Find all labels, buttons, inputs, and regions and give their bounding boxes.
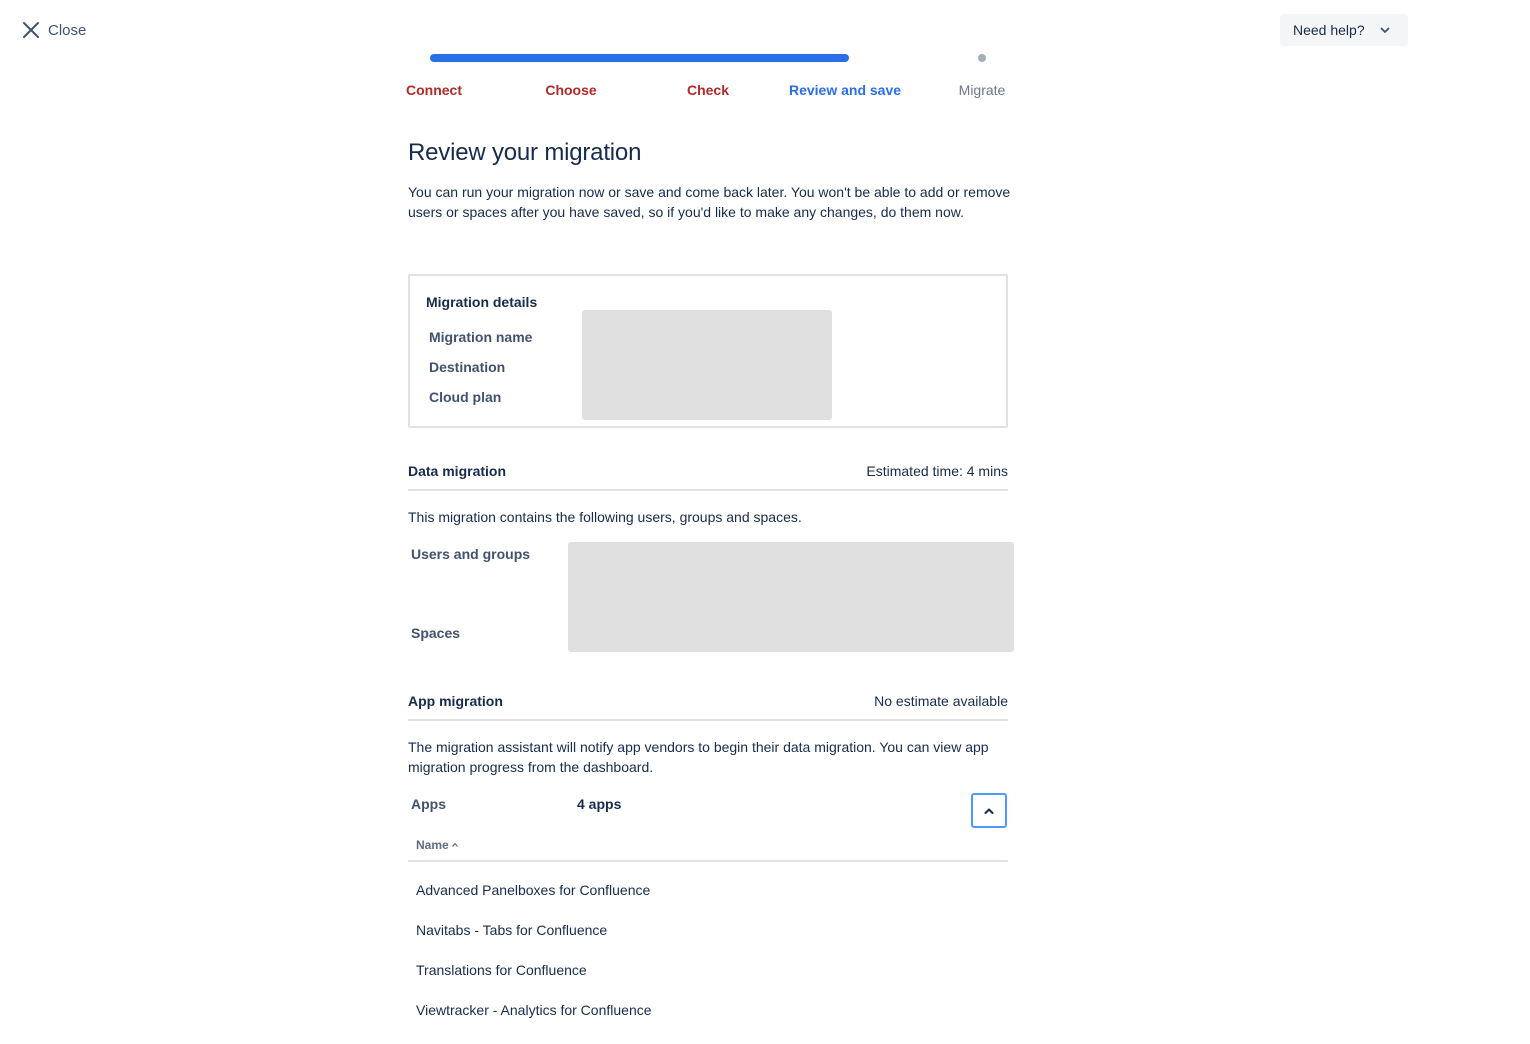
collapse-apps-button[interactable]	[971, 793, 1007, 828]
table-row: Viewtracker - Analytics for Confluence	[416, 1002, 652, 1018]
page-title: Review your migration	[408, 139, 642, 166]
redacted-details-values	[582, 310, 832, 420]
table-row: Translations for Confluence	[416, 962, 587, 978]
migration-name-label: Migration name	[429, 329, 533, 345]
spaces-label: Spaces	[411, 625, 461, 641]
apps-count: 4 apps	[577, 796, 622, 812]
destination-label: Destination	[429, 359, 506, 375]
step-connect: Connect	[406, 82, 462, 98]
column-header-name-label: Name	[416, 838, 449, 852]
close-label: Close	[48, 21, 87, 39]
divider	[408, 489, 1008, 491]
apps-label: Apps	[411, 796, 446, 812]
data-migration-description: This migration contains the following users, groups and spaces.	[408, 509, 802, 525]
step-choose: Choose	[545, 82, 597, 98]
need-help-label: Need help?	[1293, 22, 1365, 38]
users-and-groups-label: Users and groups	[411, 546, 531, 562]
data-migration-title: Data migration	[408, 463, 507, 479]
close-button[interactable]	[22, 18, 86, 42]
sort-ascending-icon	[452, 842, 458, 848]
table-row: Advanced Panelboxes for Confluence	[416, 882, 651, 898]
divider	[408, 719, 1008, 721]
data-migration-header	[408, 463, 1008, 485]
table-row: Navitabs - Tabs for Confluence	[416, 922, 608, 938]
redacted-data-values	[568, 542, 1014, 652]
need-help-dropdown[interactable]	[1280, 14, 1408, 46]
migration-details-title: Migration details	[426, 294, 538, 310]
app-migration-title: App migration	[408, 693, 503, 709]
data-migration-estimate: Estimated time: 4 mins	[866, 463, 1008, 479]
app-migration-description: The migration assistant will notify app vendors to begin their data migration. You can view app migration progress from the dashboard.	[408, 739, 989, 775]
step-review-and-save: Review and save	[788, 82, 902, 98]
cloud-plan-label: Cloud plan	[429, 389, 502, 405]
close-icon	[22, 21, 40, 39]
column-header-name[interactable]	[416, 838, 458, 852]
table-header-divider	[408, 860, 1008, 862]
step-check: Check	[686, 82, 730, 98]
chevron-down-icon	[1379, 24, 1391, 36]
progress-bar	[430, 54, 849, 62]
intro-text: You can run your migration now or save and come back later. You won't be able to add or remove users or spaces after you have saved, so if you'd like to make any changes, do them now.	[408, 184, 1011, 220]
app-migration-header	[408, 693, 1008, 715]
app-migration-estimate: No estimate available	[874, 693, 1008, 709]
step-migrate: Migrate	[958, 82, 1006, 98]
chevron-up-icon	[983, 805, 995, 817]
progress-end-dot	[978, 54, 986, 62]
